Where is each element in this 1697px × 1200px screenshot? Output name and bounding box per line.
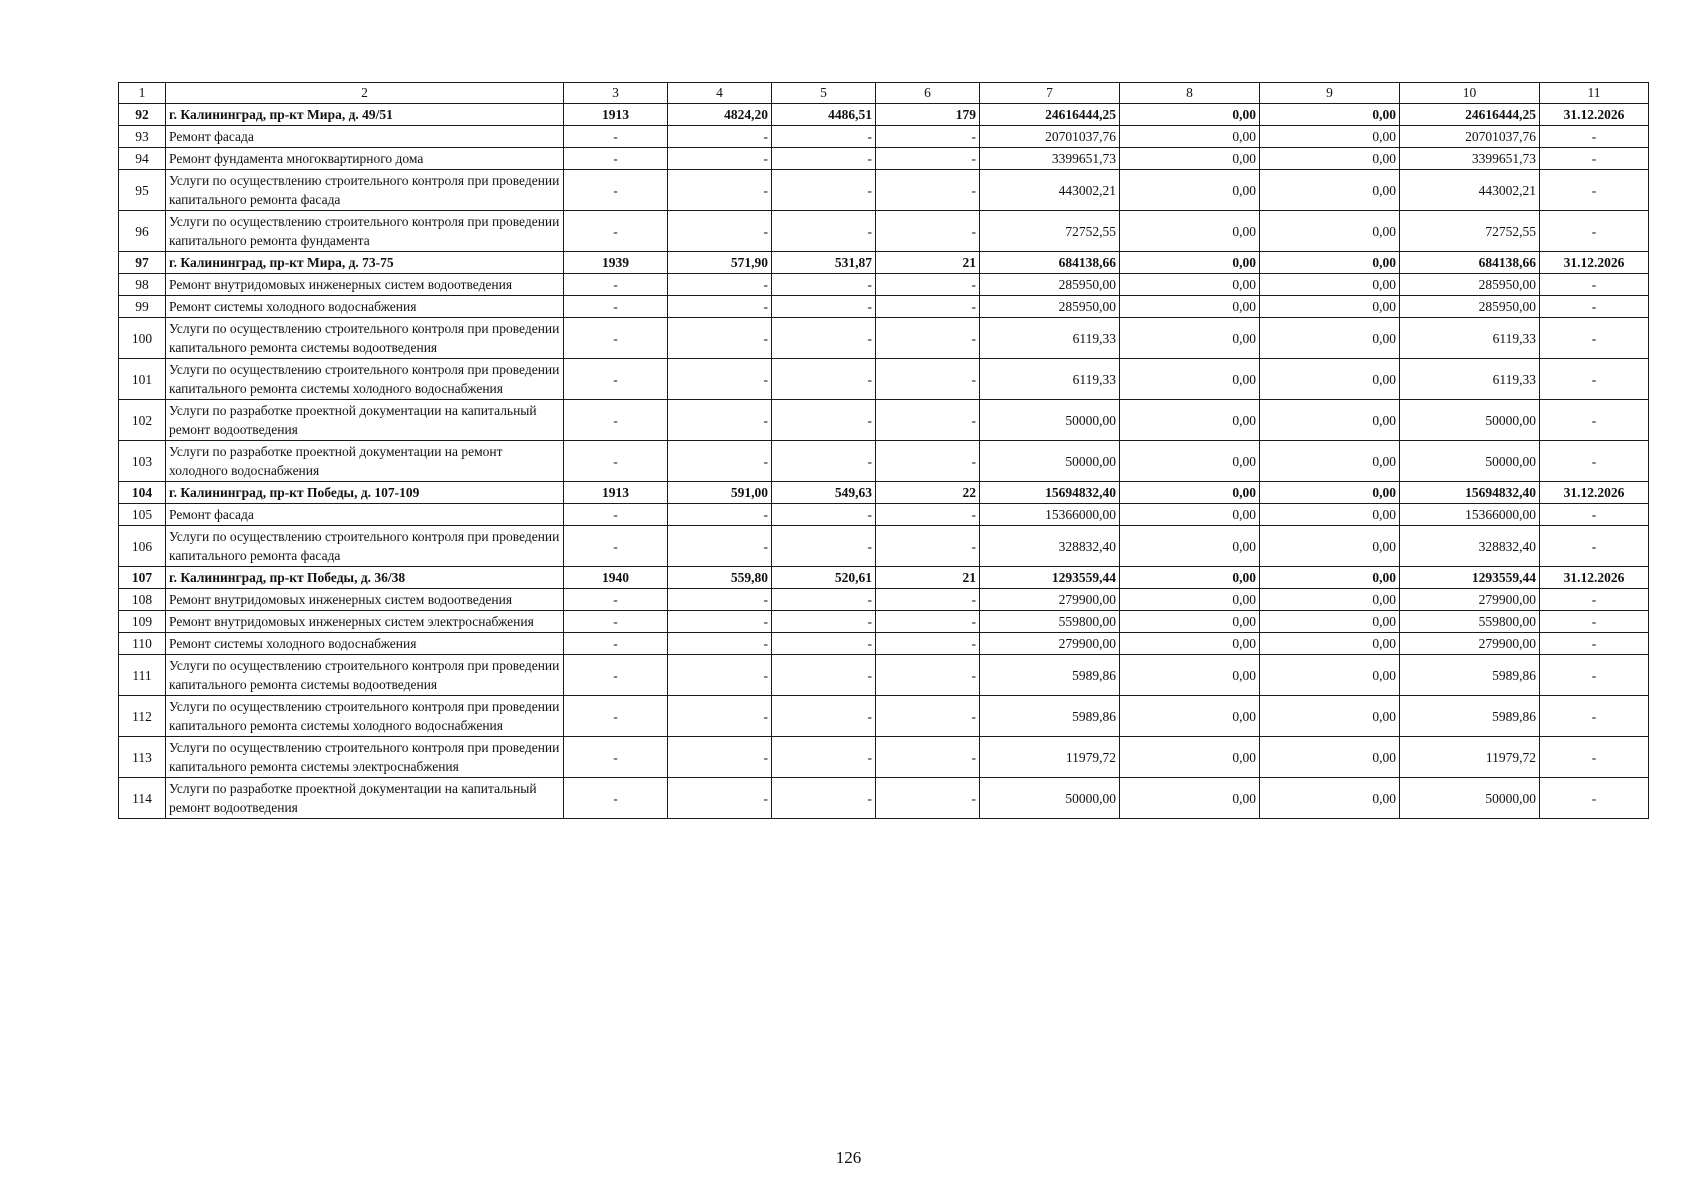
funding-10-cell: 6119,33	[1400, 359, 1540, 400]
funding-8-cell: 0,00	[1120, 655, 1260, 696]
area-residential-cell: -	[772, 274, 876, 296]
funding-8-cell: 0,00	[1120, 633, 1260, 655]
total-cost-cell: 24616444,25	[980, 104, 1120, 126]
total-cost-cell: 15694832,40	[980, 482, 1120, 504]
work-name-cell: г. Калининград, пр-кт Победы, д. 107-109	[166, 482, 564, 504]
area-residential-cell: 4486,51	[772, 104, 876, 126]
area-total-cell: -	[668, 274, 772, 296]
work-name-cell: г. Калининград, пр-кт Мира, д. 49/51	[166, 104, 564, 126]
row-number-cell: 103	[119, 441, 166, 482]
year-cell: -	[564, 400, 668, 441]
funding-10-cell: 24616444,25	[1400, 104, 1540, 126]
funding-8-cell: 0,00	[1120, 737, 1260, 778]
area-total-cell: -	[668, 359, 772, 400]
area-total-cell: -	[668, 400, 772, 441]
area-total-cell: -	[668, 737, 772, 778]
work-name-cell: Услуги по разработке проектной документации на капитальный ремонт водоотведения	[166, 400, 564, 441]
area-total-cell: 4824,20	[668, 104, 772, 126]
deadline-cell: 31.12.2026	[1540, 567, 1649, 589]
funding-9-cell: 0,00	[1260, 274, 1400, 296]
year-cell: -	[564, 611, 668, 633]
area-residential-cell: 531,87	[772, 252, 876, 274]
funding-9-cell: 0,00	[1260, 589, 1400, 611]
residents-count-cell: 21	[876, 567, 980, 589]
area-residential-cell: -	[772, 655, 876, 696]
year-cell: -	[564, 441, 668, 482]
work-name-cell: Услуги по разработке проектной документации на капитальный ремонт водоотведения	[166, 778, 564, 819]
work-item-row	[119, 526, 1649, 567]
area-residential-cell: -	[772, 526, 876, 567]
funding-8-cell: 0,00	[1120, 400, 1260, 441]
row-number-cell: 111	[119, 655, 166, 696]
residents-count-cell: -	[876, 633, 980, 655]
funding-10-cell: 50000,00	[1400, 400, 1540, 441]
year-cell: -	[564, 655, 668, 696]
area-residential-cell: -	[772, 400, 876, 441]
area-residential-cell: -	[772, 211, 876, 252]
residents-count-cell: 22	[876, 482, 980, 504]
year-cell: -	[564, 504, 668, 526]
total-cost-cell: 279900,00	[980, 633, 1120, 655]
header-cell-3: 3	[564, 83, 668, 104]
residents-count-cell: -	[876, 170, 980, 211]
area-total-cell: -	[668, 148, 772, 170]
funding-8-cell: 0,00	[1120, 482, 1260, 504]
funding-8-cell: 0,00	[1120, 589, 1260, 611]
area-total-cell: -	[668, 504, 772, 526]
funding-9-cell: 0,00	[1260, 296, 1400, 318]
year-cell: -	[564, 211, 668, 252]
work-name-cell: Ремонт внутридомовых инженерных систем водоотведения	[166, 589, 564, 611]
year-cell: -	[564, 359, 668, 400]
funding-9-cell: 0,00	[1260, 318, 1400, 359]
funding-9-cell: 0,00	[1260, 504, 1400, 526]
funding-10-cell: 328832,40	[1400, 526, 1540, 567]
area-residential-cell: -	[772, 611, 876, 633]
total-cost-cell: 72752,55	[980, 211, 1120, 252]
deadline-cell: -	[1540, 737, 1649, 778]
area-total-cell: -	[668, 318, 772, 359]
total-cost-cell: 20701037,76	[980, 126, 1120, 148]
deadline-cell: -	[1540, 526, 1649, 567]
work-name-cell: Ремонт фасада	[166, 126, 564, 148]
year-cell: -	[564, 318, 668, 359]
deadline-cell: -	[1540, 611, 1649, 633]
funding-8-cell: 0,00	[1120, 148, 1260, 170]
funding-8-cell: 0,00	[1120, 104, 1260, 126]
total-cost-cell: 684138,66	[980, 252, 1120, 274]
header-cell-8: 8	[1120, 83, 1260, 104]
total-cost-cell: 5989,86	[980, 696, 1120, 737]
work-name-cell: Ремонт фундамента многоквартирного дома	[166, 148, 564, 170]
area-residential-cell: -	[772, 737, 876, 778]
deadline-cell: -	[1540, 400, 1649, 441]
year-cell: -	[564, 126, 668, 148]
capital-repair-table	[118, 82, 1649, 819]
page-number: 126	[835, 1148, 862, 1167]
funding-10-cell: 285950,00	[1400, 274, 1540, 296]
area-total-cell: -	[668, 655, 772, 696]
deadline-cell: -	[1540, 148, 1649, 170]
funding-10-cell: 3399651,73	[1400, 148, 1540, 170]
row-number-cell: 114	[119, 778, 166, 819]
header-cell-4: 4	[668, 83, 772, 104]
funding-8-cell: 0,00	[1120, 504, 1260, 526]
deadline-cell: -	[1540, 296, 1649, 318]
work-name-cell: Услуги по осуществлению строительного контроля при проведении капитального ремонта системы водоотведения	[166, 318, 564, 359]
row-number-cell: 105	[119, 504, 166, 526]
total-cost-cell: 15366000,00	[980, 504, 1120, 526]
work-item-row	[119, 211, 1649, 252]
deadline-cell: -	[1540, 778, 1649, 819]
work-name-cell: Услуги по осуществлению строительного контроля при проведении капитального ремонта системы водоотведения	[166, 655, 564, 696]
area-total-cell: -	[668, 611, 772, 633]
area-total-cell: 591,00	[668, 482, 772, 504]
area-total-cell: -	[668, 778, 772, 819]
building-row	[119, 252, 1649, 274]
area-total-cell: -	[668, 696, 772, 737]
funding-8-cell: 0,00	[1120, 211, 1260, 252]
work-name-cell: Ремонт внутридомовых инженерных систем водоотведения	[166, 274, 564, 296]
work-name-cell: Услуги по осуществлению строительного контроля при проведении капитального ремонта фасада	[166, 170, 564, 211]
funding-10-cell: 20701037,76	[1400, 126, 1540, 148]
deadline-cell: 31.12.2026	[1540, 104, 1649, 126]
funding-9-cell: 0,00	[1260, 778, 1400, 819]
row-number-cell: 110	[119, 633, 166, 655]
funding-8-cell: 0,00	[1120, 441, 1260, 482]
work-name-cell: Ремонт системы холодного водоснабжения	[166, 296, 564, 318]
funding-10-cell: 5989,86	[1400, 696, 1540, 737]
work-item-row	[119, 296, 1649, 318]
area-total-cell: -	[668, 170, 772, 211]
residents-count-cell: -	[876, 148, 980, 170]
area-residential-cell: -	[772, 504, 876, 526]
funding-9-cell: 0,00	[1260, 737, 1400, 778]
building-row	[119, 482, 1649, 504]
funding-8-cell: 0,00	[1120, 126, 1260, 148]
residents-count-cell: -	[876, 655, 980, 696]
total-cost-cell: 5989,86	[980, 655, 1120, 696]
total-cost-cell: 279900,00	[980, 589, 1120, 611]
funding-10-cell: 11979,72	[1400, 737, 1540, 778]
total-cost-cell: 559800,00	[980, 611, 1120, 633]
funding-8-cell: 0,00	[1120, 778, 1260, 819]
funding-9-cell: 0,00	[1260, 655, 1400, 696]
year-cell: -	[564, 737, 668, 778]
residents-count-cell: -	[876, 504, 980, 526]
row-number-cell: 108	[119, 589, 166, 611]
year-cell: -	[564, 526, 668, 567]
table-body	[119, 83, 1649, 819]
residents-count-cell: -	[876, 589, 980, 611]
area-residential-cell: -	[772, 148, 876, 170]
residents-count-cell: -	[876, 126, 980, 148]
area-residential-cell: -	[772, 696, 876, 737]
deadline-cell: -	[1540, 655, 1649, 696]
funding-8-cell: 0,00	[1120, 611, 1260, 633]
funding-10-cell: 50000,00	[1400, 441, 1540, 482]
row-number-cell: 98	[119, 274, 166, 296]
work-item-row	[119, 696, 1649, 737]
funding-9-cell: 0,00	[1260, 441, 1400, 482]
residents-count-cell: 21	[876, 252, 980, 274]
document-table-container	[118, 82, 1648, 819]
total-cost-cell: 11979,72	[980, 737, 1120, 778]
funding-9-cell: 0,00	[1260, 567, 1400, 589]
deadline-cell: -	[1540, 359, 1649, 400]
year-cell: -	[564, 296, 668, 318]
funding-9-cell: 0,00	[1260, 400, 1400, 441]
funding-10-cell: 279900,00	[1400, 633, 1540, 655]
row-number-cell: 93	[119, 126, 166, 148]
header-cell-6: 6	[876, 83, 980, 104]
funding-10-cell: 15366000,00	[1400, 504, 1540, 526]
row-number-cell: 112	[119, 696, 166, 737]
area-total-cell: 571,90	[668, 252, 772, 274]
area-residential-cell: -	[772, 126, 876, 148]
area-residential-cell: 549,63	[772, 482, 876, 504]
work-name-cell: Услуги по осуществлению строительного контроля при проведении капитального ремонта системы холодного водоснабжения	[166, 696, 564, 737]
funding-8-cell: 0,00	[1120, 526, 1260, 567]
total-cost-cell: 285950,00	[980, 296, 1120, 318]
residents-count-cell: -	[876, 611, 980, 633]
area-residential-cell: -	[772, 318, 876, 359]
area-residential-cell: -	[772, 589, 876, 611]
row-number-cell: 107	[119, 567, 166, 589]
funding-8-cell: 0,00	[1120, 696, 1260, 737]
funding-9-cell: 0,00	[1260, 126, 1400, 148]
funding-8-cell: 0,00	[1120, 252, 1260, 274]
funding-9-cell: 0,00	[1260, 211, 1400, 252]
funding-9-cell: 0,00	[1260, 148, 1400, 170]
deadline-cell: -	[1540, 441, 1649, 482]
funding-10-cell: 279900,00	[1400, 589, 1540, 611]
work-item-row	[119, 359, 1649, 400]
work-item-row	[119, 170, 1649, 211]
residents-count-cell: -	[876, 778, 980, 819]
area-total-cell: -	[668, 211, 772, 252]
funding-9-cell: 0,00	[1260, 252, 1400, 274]
total-cost-cell: 6119,33	[980, 359, 1120, 400]
residents-count-cell: -	[876, 359, 980, 400]
work-item-row	[119, 633, 1649, 655]
residents-count-cell: -	[876, 318, 980, 359]
header-cell-2: 2	[166, 83, 564, 104]
header-cell-11: 11	[1540, 83, 1649, 104]
year-cell: -	[564, 148, 668, 170]
work-name-cell: Услуги по осуществлению строительного контроля при проведении капитального ремонта фундамента	[166, 211, 564, 252]
deadline-cell: -	[1540, 318, 1649, 359]
header-cell-10: 10	[1400, 83, 1540, 104]
area-residential-cell: -	[772, 633, 876, 655]
work-name-cell: Услуги по осуществлению строительного контроля при проведении капитального ремонта системы электроснабжения	[166, 737, 564, 778]
work-name-cell: Услуги по разработке проектной документации на ремонт холодного водоснабжения	[166, 441, 564, 482]
residents-count-cell: -	[876, 296, 980, 318]
area-total-cell: -	[668, 296, 772, 318]
total-cost-cell: 50000,00	[980, 441, 1120, 482]
year-cell: 1940	[564, 567, 668, 589]
funding-10-cell: 684138,66	[1400, 252, 1540, 274]
deadline-cell: -	[1540, 170, 1649, 211]
row-number-cell: 99	[119, 296, 166, 318]
funding-9-cell: 0,00	[1260, 170, 1400, 211]
area-residential-cell: -	[772, 170, 876, 211]
row-number-cell: 100	[119, 318, 166, 359]
funding-10-cell: 285950,00	[1400, 296, 1540, 318]
header-cell-1: 1	[119, 83, 166, 104]
funding-8-cell: 0,00	[1120, 170, 1260, 211]
row-number-cell: 101	[119, 359, 166, 400]
deadline-cell: -	[1540, 126, 1649, 148]
work-item-row	[119, 441, 1649, 482]
work-name-cell: Услуги по осуществлению строительного контроля при проведении капитального ремонта фасада	[166, 526, 564, 567]
work-name-cell: Ремонт системы холодного водоснабжения	[166, 633, 564, 655]
column-number-row	[119, 83, 1649, 104]
row-number-cell: 102	[119, 400, 166, 441]
year-cell: 1913	[564, 104, 668, 126]
funding-9-cell: 0,00	[1260, 696, 1400, 737]
work-item-row	[119, 589, 1649, 611]
area-residential-cell: 520,61	[772, 567, 876, 589]
area-total-cell: -	[668, 633, 772, 655]
deadline-cell: -	[1540, 633, 1649, 655]
header-cell-9: 9	[1260, 83, 1400, 104]
row-number-cell: 92	[119, 104, 166, 126]
work-item-row	[119, 504, 1649, 526]
header-cell-5: 5	[772, 83, 876, 104]
deadline-cell: -	[1540, 274, 1649, 296]
work-item-row	[119, 274, 1649, 296]
funding-8-cell: 0,00	[1120, 318, 1260, 359]
row-number-cell: 96	[119, 211, 166, 252]
header-cell-7: 7	[980, 83, 1120, 104]
residents-count-cell: -	[876, 526, 980, 567]
area-residential-cell: -	[772, 359, 876, 400]
work-item-row	[119, 126, 1649, 148]
deadline-cell: -	[1540, 211, 1649, 252]
funding-8-cell: 0,00	[1120, 274, 1260, 296]
area-total-cell: -	[668, 589, 772, 611]
residents-count-cell: -	[876, 696, 980, 737]
funding-10-cell: 72752,55	[1400, 211, 1540, 252]
year-cell: -	[564, 633, 668, 655]
year-cell: -	[564, 274, 668, 296]
funding-10-cell: 5989,86	[1400, 655, 1540, 696]
row-number-cell: 109	[119, 611, 166, 633]
row-number-cell: 97	[119, 252, 166, 274]
area-total-cell: -	[668, 126, 772, 148]
row-number-cell: 94	[119, 148, 166, 170]
row-number-cell: 104	[119, 482, 166, 504]
work-name-cell: Услуги по осуществлению строительного контроля при проведении капитального ремонта системы холодного водоснабжения	[166, 359, 564, 400]
area-total-cell: 559,80	[668, 567, 772, 589]
work-item-row	[119, 778, 1649, 819]
work-name-cell: г. Калининград, пр-кт Победы, д. 36/38	[166, 567, 564, 589]
year-cell: -	[564, 696, 668, 737]
work-item-row	[119, 611, 1649, 633]
year-cell: -	[564, 589, 668, 611]
year-cell: -	[564, 170, 668, 211]
total-cost-cell: 50000,00	[980, 400, 1120, 441]
funding-8-cell: 0,00	[1120, 567, 1260, 589]
funding-9-cell: 0,00	[1260, 611, 1400, 633]
area-total-cell: -	[668, 526, 772, 567]
deadline-cell: -	[1540, 696, 1649, 737]
funding-9-cell: 0,00	[1260, 633, 1400, 655]
deadline-cell: -	[1540, 589, 1649, 611]
year-cell: 1939	[564, 252, 668, 274]
total-cost-cell: 50000,00	[980, 778, 1120, 819]
residents-count-cell: 179	[876, 104, 980, 126]
work-name-cell: Ремонт внутридомовых инженерных систем электроснабжения	[166, 611, 564, 633]
funding-9-cell: 0,00	[1260, 359, 1400, 400]
deadline-cell: 31.12.2026	[1540, 252, 1649, 274]
residents-count-cell: -	[876, 737, 980, 778]
work-item-row	[119, 655, 1649, 696]
deadline-cell: -	[1540, 504, 1649, 526]
residents-count-cell: -	[876, 211, 980, 252]
funding-10-cell: 50000,00	[1400, 778, 1540, 819]
total-cost-cell: 3399651,73	[980, 148, 1120, 170]
funding-10-cell: 6119,33	[1400, 318, 1540, 359]
total-cost-cell: 328832,40	[980, 526, 1120, 567]
funding-10-cell: 1293559,44	[1400, 567, 1540, 589]
funding-9-cell: 0,00	[1260, 526, 1400, 567]
funding-10-cell: 559800,00	[1400, 611, 1540, 633]
year-cell: 1913	[564, 482, 668, 504]
building-row	[119, 104, 1649, 126]
residents-count-cell: -	[876, 400, 980, 441]
work-item-row	[119, 148, 1649, 170]
work-item-row	[119, 737, 1649, 778]
work-name-cell: Ремонт фасада	[166, 504, 564, 526]
deadline-cell: 31.12.2026	[1540, 482, 1649, 504]
total-cost-cell: 1293559,44	[980, 567, 1120, 589]
total-cost-cell: 6119,33	[980, 318, 1120, 359]
residents-count-cell: -	[876, 441, 980, 482]
funding-8-cell: 0,00	[1120, 296, 1260, 318]
area-residential-cell: -	[772, 778, 876, 819]
year-cell: -	[564, 778, 668, 819]
work-name-cell: г. Калининград, пр-кт Мира, д. 73-75	[166, 252, 564, 274]
funding-10-cell: 443002,21	[1400, 170, 1540, 211]
row-number-cell: 106	[119, 526, 166, 567]
funding-8-cell: 0,00	[1120, 359, 1260, 400]
total-cost-cell: 285950,00	[980, 274, 1120, 296]
building-row	[119, 567, 1649, 589]
funding-9-cell: 0,00	[1260, 104, 1400, 126]
residents-count-cell: -	[876, 274, 980, 296]
area-residential-cell: -	[772, 296, 876, 318]
work-item-row	[119, 318, 1649, 359]
area-residential-cell: -	[772, 441, 876, 482]
row-number-cell: 95	[119, 170, 166, 211]
area-total-cell: -	[668, 441, 772, 482]
funding-10-cell: 15694832,40	[1400, 482, 1540, 504]
row-number-cell: 113	[119, 737, 166, 778]
total-cost-cell: 443002,21	[980, 170, 1120, 211]
work-item-row	[119, 400, 1649, 441]
funding-9-cell: 0,00	[1260, 482, 1400, 504]
